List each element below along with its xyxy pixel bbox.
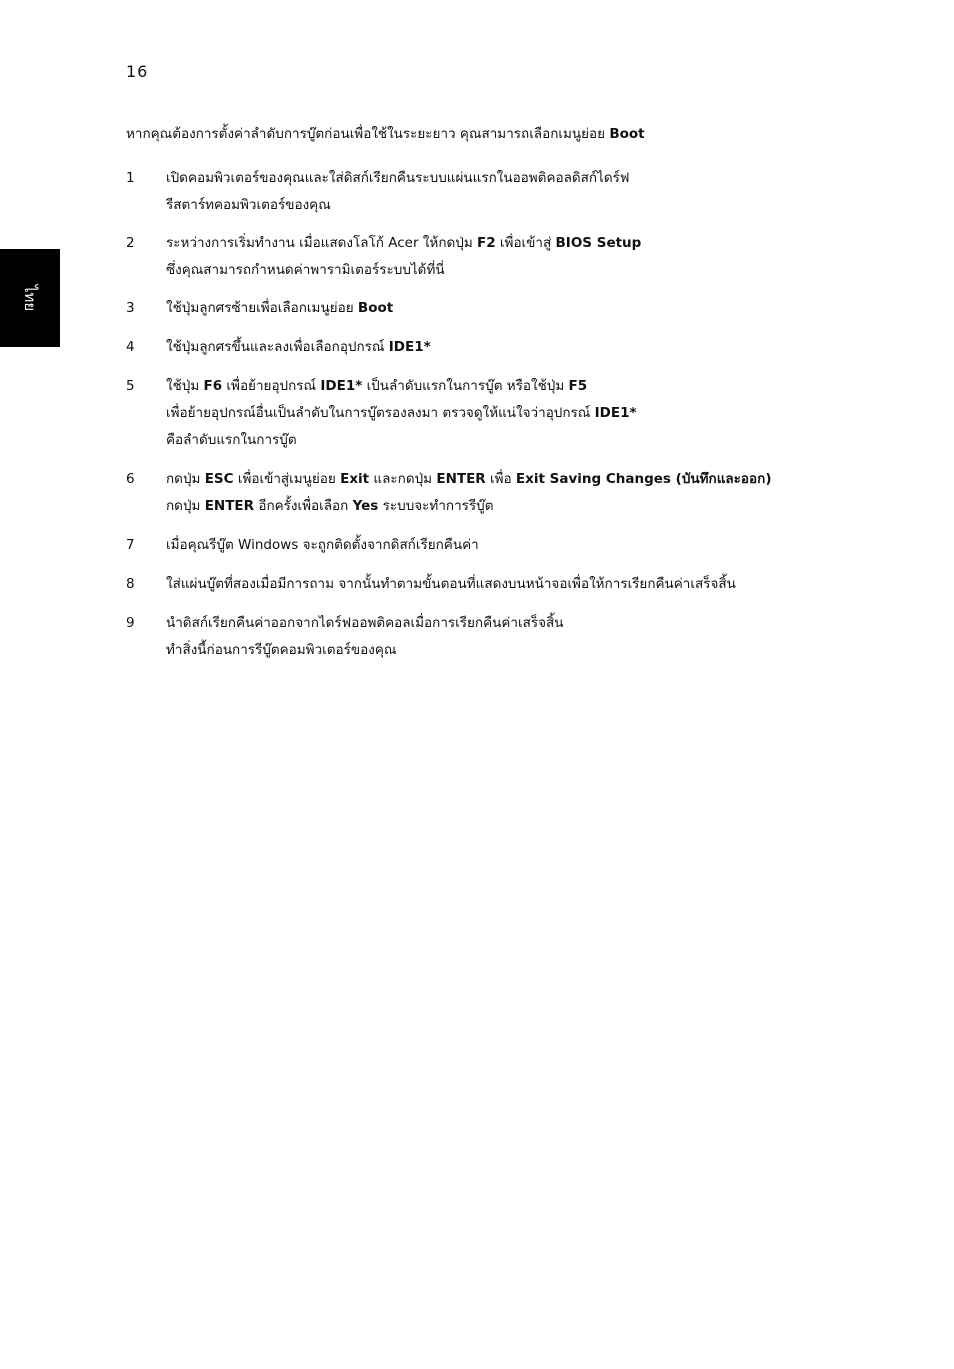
step-text: เพื่อ: [485, 471, 516, 487]
step-number: 5: [126, 378, 135, 394]
step-line: [166, 257, 826, 284]
step-line: [166, 400, 826, 427]
step-text: กดปุ่ม: [166, 498, 205, 514]
step-key-term: IDE1*: [320, 378, 363, 394]
step-text: กดปุ่ม: [166, 471, 205, 487]
step-item: [126, 466, 826, 520]
step-number: 3: [126, 300, 135, 316]
steps-list: [126, 165, 826, 664]
step-line: [166, 334, 826, 361]
step-key-term: F2: [477, 235, 496, 251]
step-text: รีสตาร์ทคอมพิวเตอร์ของคุณ: [166, 197, 331, 213]
step-item: [126, 571, 826, 598]
step-number: 8: [126, 576, 135, 592]
step-item: [126, 373, 826, 454]
step-line: [166, 230, 826, 257]
step-number: 1: [126, 170, 135, 186]
step-text: ใช้ปุ่มลูกศรซ้ายเพื่อเลือกเมนูย่อย: [166, 300, 358, 316]
step-number: 9: [126, 615, 135, 631]
step-item: [126, 532, 826, 559]
step-key-term: ENTER: [436, 471, 486, 487]
step-item: [126, 334, 826, 361]
step-line: [166, 637, 826, 664]
step-line: [166, 571, 826, 598]
step-text: อีกครั้งเพื่อเลือก: [254, 498, 353, 514]
step-number: 2: [126, 235, 135, 251]
step-text: ซึ่งคุณสามารถกำหนดค่าพารามิเตอร์ระบบได้ที่นี่: [166, 262, 445, 278]
step-line: [166, 493, 826, 520]
step-text: เป็นลำดับแรกในการบู๊ต หรือใช้ปุ่ม: [362, 378, 569, 394]
page-number: 16: [126, 62, 149, 81]
step-line: [166, 427, 826, 454]
step-key-term: Exit: [340, 471, 370, 487]
step-key-term: Exit Saving Changes (บันทึกและออก): [515, 471, 772, 487]
step-text: เพื่อเข้าสู่เมนูย่อย: [233, 471, 341, 487]
intro-paragraph: [126, 123, 826, 145]
step-item: [126, 165, 826, 219]
step-key-term: Yes: [352, 498, 379, 514]
step-line: [166, 373, 826, 400]
step-text: เพื่อย้ายอุปกรณ์อื่นเป็นลำดับในการบู๊ตรองลงมา ตรวจดูให้แน่ใจว่าอุปกรณ์: [166, 405, 595, 421]
step-key-term: F5: [568, 378, 588, 394]
step-key-term: IDE1*: [594, 405, 637, 421]
step-text: ใช้ปุ่มลูกศรขึ้นและลงเพื่อเลือกอุปกรณ์: [166, 339, 389, 355]
step-line: [166, 165, 826, 192]
step-text: ทำสิ่งนี้ก่อนการรีบู๊ตคอมพิวเตอร์ของคุณ: [166, 642, 397, 658]
language-side-tab: [0, 249, 60, 347]
step-text: เมื่อคุณรีบู๊ต Windows จะถูกติดตั้งจากดิสก์เรียกคืนค่า: [166, 537, 479, 553]
step-key-term: IDE1*: [388, 339, 431, 355]
step-number: 6: [126, 471, 135, 487]
intro-text: หากคุณต้องการตั้งค่าลำดับการบู๊ตก่อนเพื่อใช้ในระยะยาว คุณสามารถเลือกเมนูย่อย: [126, 126, 610, 142]
step-text: เพื่อเข้าสู่: [495, 235, 556, 251]
step-text: ระบบจะทำการรีบู๊ต: [378, 498, 494, 514]
step-text: เปิดคอมพิวเตอร์ของคุณและใส่ดิสก์เรียกคืนระบบแผ่นแรกในออพติคอลดิสก์ไดร์ฟ: [166, 170, 630, 186]
step-number: 7: [126, 537, 135, 553]
step-key-term: Boot: [357, 300, 394, 316]
step-text: ระหว่างการเริ่มทำงาน เมื่อแสดงโลโก้ Acer ให้กดปุ่ม: [166, 235, 478, 251]
intro-key-term: Boot: [609, 126, 645, 142]
step-line: [166, 466, 826, 493]
step-item: [126, 610, 826, 664]
step-text: เพื่อย้ายอุปกรณ์: [222, 378, 321, 394]
step-text: ใส่แผ่นบู๊ตที่สองเมื่อมีการถาม จากนั้นทำตามขั้นตอนที่แสดงบนหน้าจอเพื่อให้การเรียกคืนค่าเสร็จสิ้น: [166, 576, 736, 592]
step-item: [126, 295, 826, 322]
step-key-term: BIOS Setup: [555, 235, 642, 251]
step-text: คือลำดับแรกในการบู๊ต: [166, 432, 297, 448]
language-tab-label: ไทย: [21, 284, 39, 312]
step-key-term: ENTER: [204, 498, 255, 514]
step-line: [166, 610, 826, 637]
step-text: นำดิสก์เรียกคืนค่าออกจากไดร์ฟออพติคอลเมื่อการเรียกคืนค่าเสร็จสิ้น: [166, 615, 564, 631]
step-text: และกดปุ่ม: [369, 471, 437, 487]
step-text: ใช้ปุ่ม: [166, 378, 204, 394]
step-key-term: F6: [203, 378, 223, 394]
step-item: [126, 230, 826, 284]
step-number: 4: [126, 339, 135, 355]
step-key-term: ESC: [204, 471, 234, 487]
step-line: [166, 532, 826, 559]
step-line: [166, 192, 826, 219]
step-line: [166, 295, 826, 322]
